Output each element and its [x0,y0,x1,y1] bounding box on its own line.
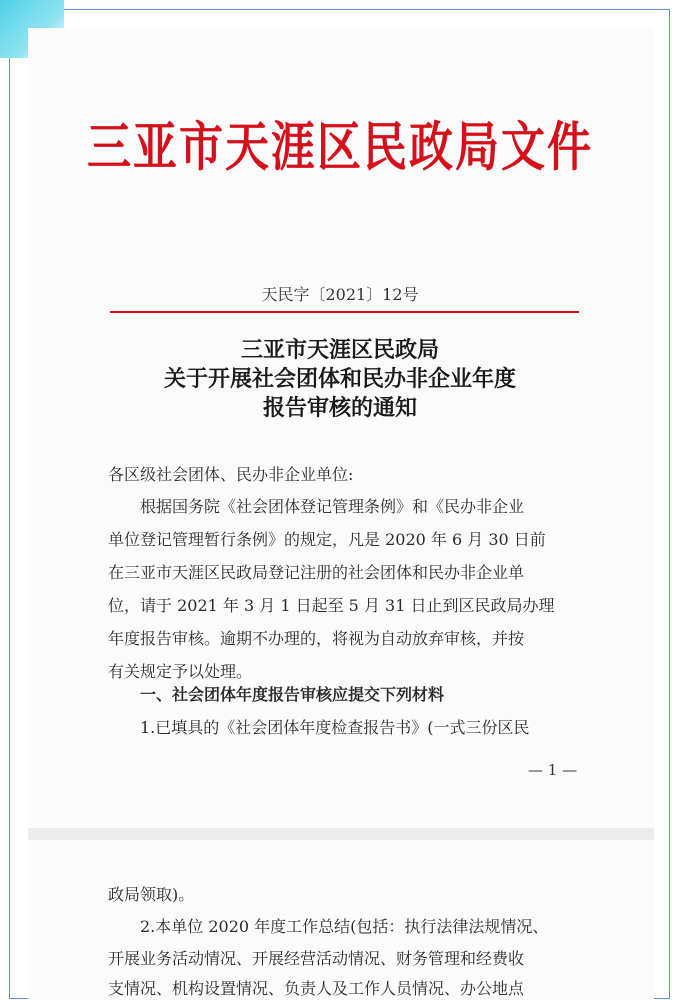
body-line: 年度报告审核。逾期不办理的，将视为自动放弃审核，并按 [108,629,525,648]
heading-line: 关于开展社会团体和民办非企业年度 [163,366,516,392]
body-line: 开展业务活动情况、开展经营活动情况、财务管理和经费收 [108,949,525,968]
body-line: 支情况、机构设置情况、负责人及工作人员情况、办公地点 [108,979,525,998]
body-line: 根据国务院《社会团体登记管理条例》和《民办非企业 [140,497,525,516]
body-line: 在三亚市天涯区民政局登记注册的社会团体和民办非企业单 [108,563,525,582]
document-number: 天民字〔2021〕12号 [261,285,419,304]
list-item: 1.已填具的《社会团体年度检查报告书》(一式三份区民 [140,718,530,737]
section-heading: 一、社会团体年度报告审核应提交下列材料 [140,685,445,704]
body-line: 有关规定予以处理。 [108,662,253,681]
heading-line: 报告审核的通知 [262,395,417,421]
body-line: 单位登记管理暂行条例》的规定，凡是 2020 年 6 月 30 日前 [108,530,546,549]
page-separator [28,828,654,840]
body-line: 位，请于 2021 年 3 月 1 日起至 5 月 31 日止到区民政局办理 [108,596,555,615]
body-line: 政局领取)。 [108,885,195,904]
notice-heading [0,336,680,423]
salutation: 各区级社会团体、民办非企业单位: [108,465,354,484]
heading-line: 三亚市天涯区民政局 [240,337,439,363]
red-divider [110,311,579,313]
page-number: — 1 — [528,761,578,779]
document-title: 三亚市天涯区民政局文件 [87,116,593,178]
list-item: 2.本单位 2020 年度工作总结(包括：执行法律法规情况、 [140,917,549,936]
